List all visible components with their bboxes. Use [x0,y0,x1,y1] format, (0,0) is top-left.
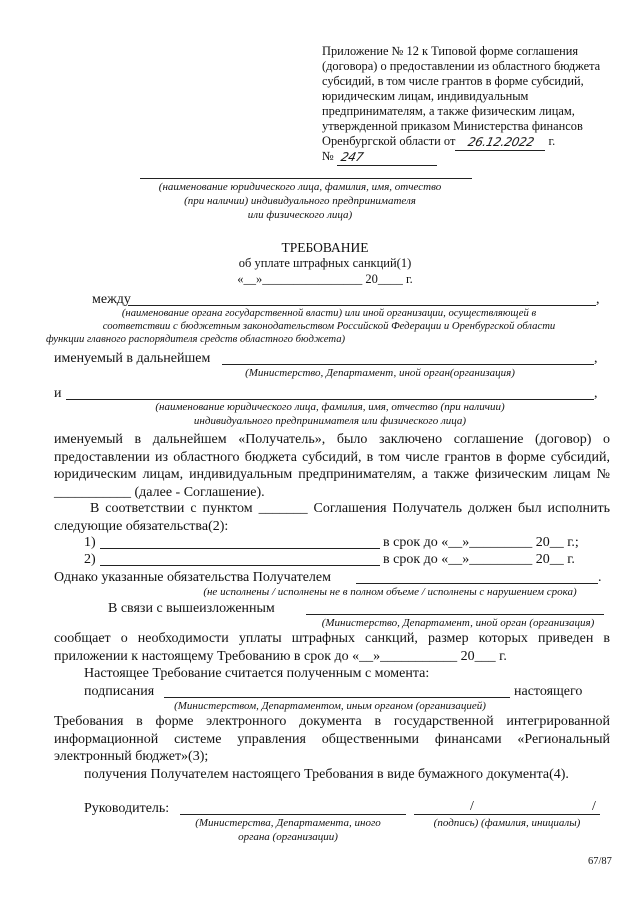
header-number-prefix: № [322,149,334,163]
head-caption-left: органа (организации) [238,831,338,843]
between-label: между [92,292,131,307]
signing-end: настоящего [514,684,583,699]
named-label: именуемый в дальнейшем [54,351,211,366]
signature-slash: / [470,799,474,814]
paragraph-payment-notice: сообщает о необходимости уплаты штрафных санкций, размер которых приведен в приложении к настоящему Требованию в срок до «__»___________ 20___ г. [54,631,610,664]
header-line: предпринимателям, а также физическим лицам, [322,104,575,118]
between-caption: (наименование органа государственной власти) или иной организации, осуществляющей в [121,307,537,319]
paragraph-electronic: Требования в форме электронного документа в государственной интегрированной информационной системе управления общественными финансами «Региональный электронный бюджет»(3); [54,714,610,764]
recipient-caption: или физического лица) [247,209,353,221]
head-label: Руководитель: [84,801,170,816]
signature-slash: / [592,799,596,814]
header-number-line [322,149,437,165]
header-line: утвержденной приказом Министерства финансов [322,119,583,133]
handwritten-number: 247 [339,150,365,164]
recipient-line [140,178,472,179]
head-position-line [180,814,406,815]
handwritten-date: 26.12.2022 [466,135,535,149]
obligation-term: в срок до «__»_________ 20__ г.; [383,535,579,550]
header-line: субсидий, в том числе грантов в форме субсидий, [322,74,584,88]
in-connection-label: В связи с вышеизложенным [108,601,275,616]
named-line [222,364,594,365]
however-line [356,583,598,584]
obligation-number: 2) [84,552,96,567]
document-title: ТРЕБОВАНИЕ [281,240,369,255]
page-number: 67/87 [588,856,612,867]
signing-label: подписания [84,684,155,699]
between-caption: функции главного распорядителя средств областного бюджета) [46,333,346,345]
however-end: . [598,570,602,585]
and-caption: индивидуального предпринимателя или физического лица) [193,415,467,427]
named-caption: (Министерство, Департамент, иной орган(организация) [245,367,515,379]
between-comma: , [596,292,600,307]
header-date-suffix: г. [548,134,556,148]
document-subtitle: об уплате штрафных санкций(1) [238,256,412,270]
signing-caption: (Министерством, Департаментом, иным органом (организацией) [174,700,486,712]
obligation-term: в срок до «__»_________ 20__ г. [383,552,575,567]
obligation-line [100,548,380,549]
header-line: юридическим лицам, индивидуальным [322,89,529,103]
header-date-line [322,134,555,150]
paragraph-paper: получения Получателем настоящего Требования в виде бумажного документа(4). [84,767,569,782]
head-caption-right: (подпись) (фамилия, инициалы) [433,817,581,829]
however-caption: (не исполнены / исполнены не в полном объеме / исполнены с нарушением срока) [203,586,577,598]
header-date-prefix: Оренбургской области от [322,134,456,148]
head-signature-line [414,814,600,815]
head-caption-left: (Министерства, Департамента, иного [195,817,381,829]
and-line [66,399,594,400]
in-connection-caption: (Министерство, Департамент, иной орган (организация) [321,617,595,629]
obligation-line [100,565,380,566]
recipient-caption: (при наличии) индивидуального предпринимателя [184,195,416,207]
between-caption: соответствии с бюджетным законодательством Российской Федерации и Оренбургской области [102,320,556,332]
and-label: и [54,386,62,401]
between-line [128,305,596,306]
recipient-caption: (наименование юридического лица, фамилия, имя, отчество [158,181,442,193]
document-date-blank: «__»________________ 20____ г. [237,272,413,286]
however-label: Однако указанные обязательства Получателем [54,570,331,585]
in-connection-line [306,614,604,615]
named-comma: , [594,351,598,366]
obligation-number: 1) [84,535,96,550]
header-line: Приложение № 12 к Типовой форме соглашения [322,44,579,58]
paragraph-obligations-intro: В соответствии с пунктом _______ Соглашения Получатель должен был исполнить следующие обязательства(2): [54,501,610,534]
paragraph-agreement: именуемый в дальнейшем «Получатель», было заключено соглашение (договор) о предоставлении из областного бюджета субсидий, в том числе грантов в форме субсидий, юридическим лицам, индивидуальным предпринимателям, а также физическим лицам № ___________ (далее - Соглашение). [54,432,610,500]
signing-line [164,697,510,698]
and-caption: (наименование юридического лица, фамилия, имя, отчество (при наличии) [155,401,505,413]
and-comma: , [594,386,598,401]
considered-text: Настоящее Требование считается полученным с момента: [84,666,430,681]
header-line: (договора) о предоставлении из областного бюджета [322,59,601,73]
